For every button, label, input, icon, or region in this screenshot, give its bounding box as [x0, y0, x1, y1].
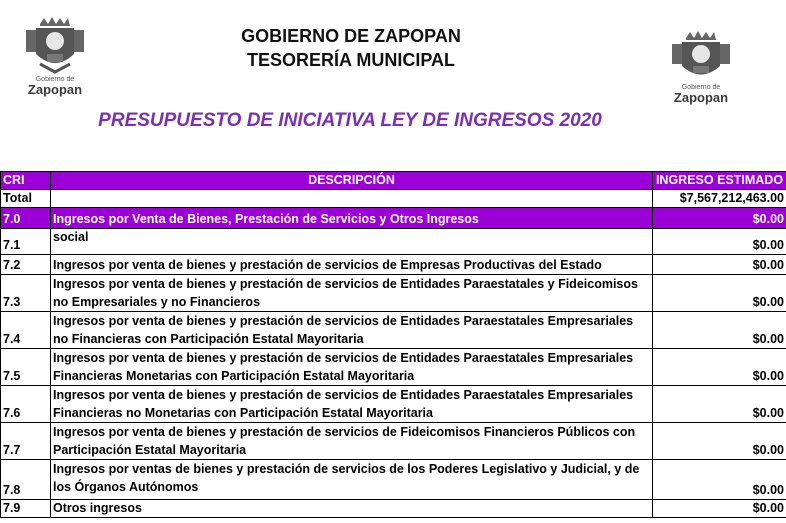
table-row [1, 275, 786, 312]
row-cri: 7.5 [1, 349, 51, 386]
table-row [1, 460, 786, 500]
row-amount: $0.00 [653, 460, 786, 500]
row-cri: 7.8 [1, 460, 51, 500]
table-header-row [1, 172, 786, 190]
table-row [1, 349, 786, 386]
page-title: GOBIERNO DE ZAPOPAN [241, 26, 461, 46]
logo-caption-small: Gobierno de [681, 84, 721, 91]
row-description: Ingresos por venta de bienes y prestación de servicios de Fideicomisos Financieros Públicos con Participación Estatal Mayoritaria [51, 423, 653, 460]
section-amount: $0.00 [653, 208, 786, 229]
table-row [1, 386, 786, 423]
logo-caption-small: Gobierno de [35, 76, 75, 83]
row-cri: 7.4 [1, 312, 51, 349]
row-amount: $0.00 [653, 386, 786, 423]
row-cri: 7.2 [1, 255, 51, 275]
row-amount: $0.00 [653, 349, 786, 386]
table-row [1, 229, 786, 255]
row-amount: $0.00 [653, 275, 786, 312]
row-description: Ingresos por ventas de bienes y prestación de servicios de los Poderes Legislativo y Judicial, y de los Órganos Autónomos [51, 460, 653, 500]
row-cri: 7.6 [1, 386, 51, 423]
section-description: Ingresos por Venta de Bienes, Prestación de Servicios y Otros Ingresos [51, 208, 653, 229]
table-row [1, 500, 786, 518]
row-description: Ingresos por venta de bienes y prestación de servicios de Entidades Paraestatales Empresariales Financieras Monetarias con Participación Estatal Mayoritaria [51, 349, 653, 386]
logo-caption-big: Zapopan [673, 90, 729, 105]
row-cri: 7.9 [1, 500, 51, 518]
row-cri: 7.1 [1, 229, 51, 255]
total-description [51, 190, 653, 208]
row-amount: $0.00 [653, 312, 786, 349]
row-cri: 7.7 [1, 423, 51, 460]
row-description: Ingresos por venta de bienes y prestación de servicios de Entidades Paraestatales y Fideicomisos no Empresariales y no Financieros [51, 275, 653, 312]
section-row [1, 208, 786, 229]
total-row [1, 190, 786, 208]
row-cri: 7.3 [1, 275, 51, 312]
row-amount: $0.00 [653, 255, 786, 275]
row-amount: $0.00 [653, 229, 786, 255]
row-description: Ingresos por venta de bienes y prestación de servicios de Entidades Paraestatales Empresariales Financieras no Monetarias con Participación Estatal Mayoritaria [51, 386, 653, 423]
row-description [51, 229, 653, 255]
logo-caption-big: Zapopan [27, 82, 83, 97]
income-table [0, 171, 786, 518]
row-description-text: social [53, 230, 89, 244]
row-description: Otros ingresos [51, 500, 653, 518]
column-header-description: DESCRIPCIÓN [51, 172, 653, 190]
section-cri: 7.0 [1, 208, 51, 229]
row-amount: $0.00 [653, 423, 786, 460]
column-header-cri: CRI [1, 172, 51, 190]
table-row [1, 423, 786, 460]
column-header-amount: INGRESO ESTIMADO [653, 172, 786, 190]
table-row [1, 312, 786, 349]
total-amount: $7,567,212,463.00 [653, 190, 786, 208]
row-description: Ingresos por venta de bienes y prestación de servicios de Empresas Productivas del Estado [51, 255, 653, 275]
page-subtitle: TESORERÍA MUNICIPAL [246, 50, 455, 70]
row-description: Ingresos por venta de bienes y prestación de servicios de Entidades Paraestatales Empresariales no Financieras con Participación Estatal Mayoritaria [51, 312, 653, 349]
row-amount: $0.00 [653, 500, 786, 518]
total-label: Total [1, 190, 51, 208]
table-row [1, 255, 786, 275]
document-heading: PRESUPUESTO DE INICIATIVA LEY DE INGRESOS 2020 [98, 110, 602, 131]
